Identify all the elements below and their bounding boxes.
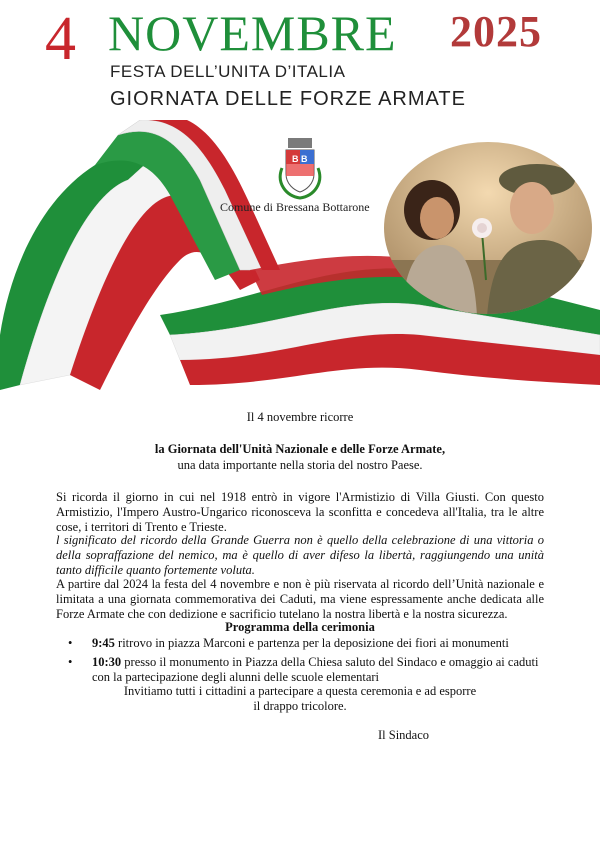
program-list [68,636,544,689]
bullet-icon: • [68,655,73,669]
headline: la Giornata dell'Unità Nazionale e delle Forze Armate, [154,442,446,456]
headline-sub: una data importante nella storia del nostro Paese. [177,458,423,472]
signature: Il Sindaco [378,728,430,742]
intro-text: Il 4 novembre ricorre [246,410,354,424]
invite-line-1: Invitiamo tutti i cittadini a partecipare a questa ceremonia e ad esporre [123,684,477,698]
header-day: 4 [45,5,76,73]
program-item-time: 10:30 [92,655,122,669]
program-item [68,655,544,685]
girl-and-soldier-photo [382,140,594,316]
invite-line-2: il drappo tricolore. [253,699,347,713]
paragraph-forze-armate: A partire dal 2024 la festa del 4 novembre e non è più riservata al ricordo dell’Unità nazionale e limitata a una giornata commemorativa dei Caduti, ma viene espressamente anche dedicata alle Forze Armate che con dedizione e sacrificio tutelano la nostra libertà e la nostra sicurezza. [56,577,544,621]
paragraph-significato: l significato del ricordo della Grande Guerra non è quello della celebrazione di una vittoria o della sopraffazione del nemico, ma è quello di aver difeso la libertà, raggiungendo una unità tanto difficile quanto fortemente voluta. [56,533,544,577]
paragraph-armistizio: Si ricorda il giorno in cui nel 1918 entrò in vigore l'Armistizio di Villa Giusti. Con questo Armistizio, l'Impero Austro-Ungarico riconosceva la sconfitta e concedeva all'Italia, tra le altre cose, i territori di Trento e Trieste. [56,490,544,534]
header-subtitle-festa: FESTA DELL’UNITA D’ITALIA [110,62,346,81]
header-year: 2025 [450,7,542,56]
municipal-crest-icon [276,138,324,200]
bullet-icon: • [68,636,73,650]
program-title: Programma della cerimonia [225,620,375,634]
comune-name: Comune di Bressana Bottarone [220,200,370,214]
program-item-text: presso il monumento in Piazza della Chiesa saluto del Sindaco e omaggio ai caduti con la partecipazione degli alunni delle scuole elementari [92,655,539,684]
program-item-time: 9:45 [92,636,115,650]
header-subtitle-giornata: GIORNATA DELLE FORZE ARMATE [110,88,466,110]
header-month: NOVEMBRE [108,5,397,61]
crest-letters: B B [292,154,308,164]
program-item-text: ritrovo in piazza Marconi e partenza per la deposizione dei fiori ai monumenti [114,636,509,650]
program-item [68,636,544,651]
